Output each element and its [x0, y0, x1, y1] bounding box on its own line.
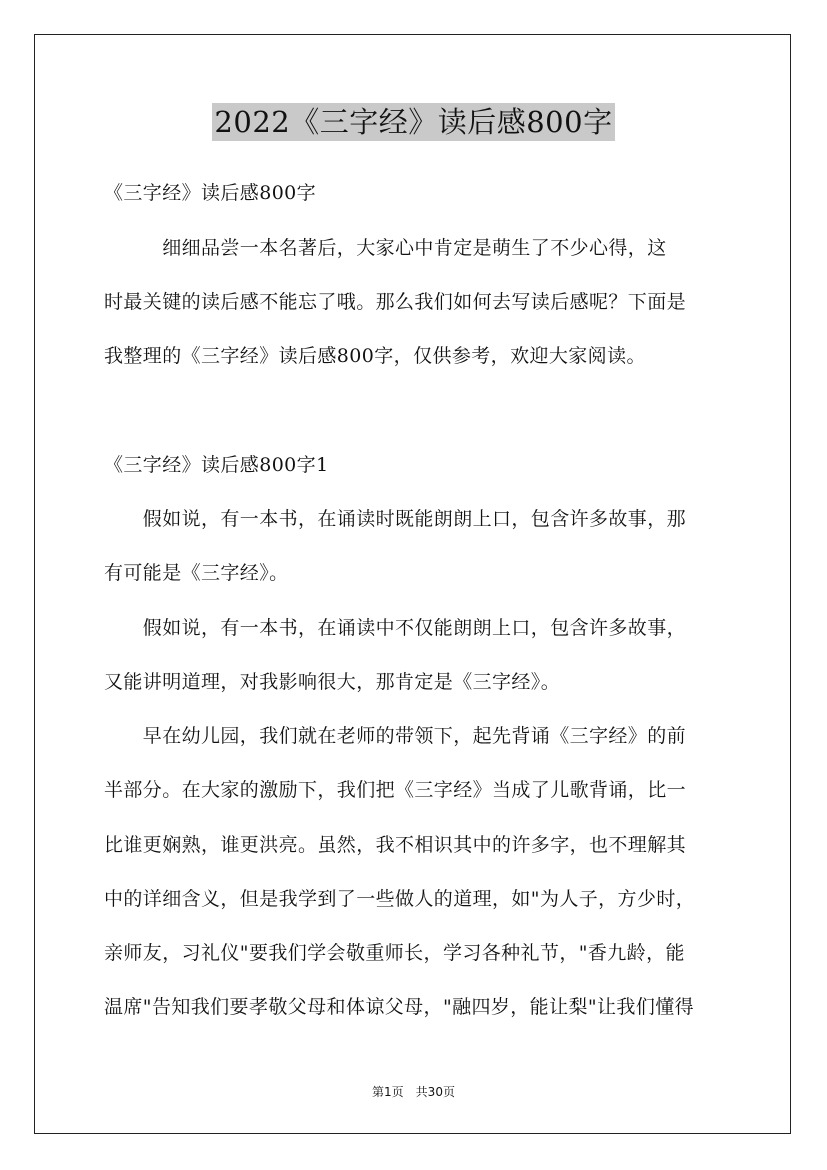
paragraph-line: 时最关键的读后感不能忘了哦。那么我们如何去写读后感呢？下面是 [104, 291, 687, 313]
page-footer: 第1页 共30页 [372, 1085, 455, 1099]
document-title: 2022《三字经》读后感800字 [214, 105, 613, 139]
title-container [0, 103, 827, 141]
section-heading: 《三字经》读后感800字 [104, 182, 317, 204]
paragraph-line: 假如说，有一本书，在诵读中不仅能朗朗上口，包含许多故事， [104, 617, 687, 639]
paragraph-line: 半部分。在大家的激励下，我们把《三字经》当成了儿歌背诵，比一 [104, 779, 687, 801]
paragraph-line: 有可能是《三字经》。 [104, 562, 289, 584]
paragraph-line: 早在幼儿园，我们就在老师的带领下，起先背诵《三字经》的前 [104, 725, 687, 747]
paragraph-line: 又能讲明道理，对我影响很大，那肯定是《三字经》。 [104, 671, 561, 693]
paragraph-line: 比谁更娴熟，谁更洪亮。虽然，我不相识其中的许多字，也不理解其 [104, 834, 687, 856]
paragraph-line: 温席"告知我们要孝敬父母和体谅父母，"融四岁，能让梨"让我们懂得 [104, 996, 695, 1018]
paragraph-line: 细细品尝一本名著后，大家心中肯定是萌生了不少心得，这 [104, 237, 667, 259]
paragraph-line: 假如说，有一本书，在诵读时既能朗朗上口，包含许多故事，那 [104, 508, 687, 530]
paragraph-line: 亲师友，习礼仪"要我们学会敬重师长，学习各种礼节，"香九龄，能 [104, 942, 685, 964]
paragraph-line: 我整理的《三字经》读后感800字，仅供参考，欢迎大家阅读。 [104, 345, 646, 367]
section-heading: 《三字经》读后感800字1 [104, 454, 329, 476]
paragraph-line: 中的详细含义，但是我学到了一些做人的道理，如"为人子，方少时， [104, 888, 696, 910]
